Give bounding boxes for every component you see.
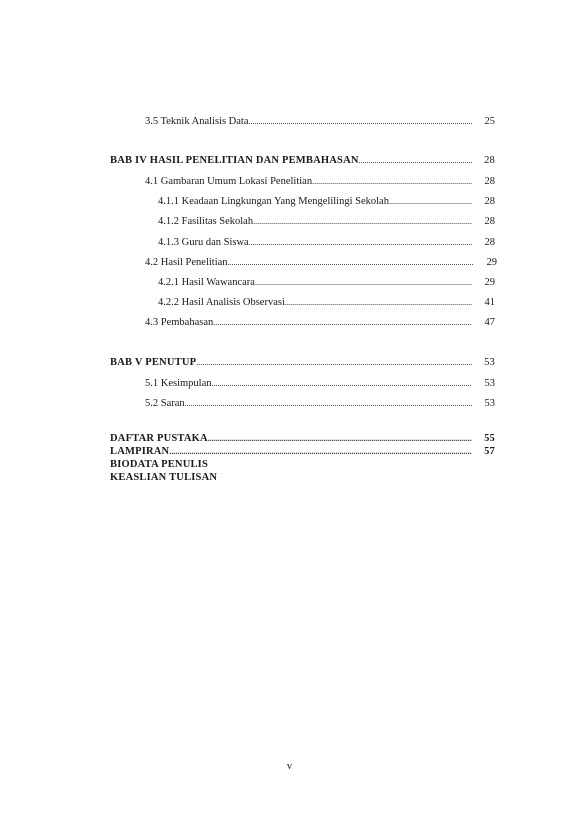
page-number: v (286, 761, 293, 772)
toc-entry-label: 4.2 Hasil Penelitian (145, 257, 228, 268)
toc-entry-label: 4.1.3 Guru dan Siswa (158, 237, 249, 248)
toc-entry-4-2-1 (158, 276, 495, 290)
toc-entry-label: 4.1.2 Fasilitas Sekolah (158, 216, 254, 227)
toc-entry-label: 4.2.1 Hasil Wawancara (158, 277, 255, 288)
toc-leader-dots (249, 236, 472, 250)
toc-entry-daftar-pustaka (110, 432, 495, 446)
toc-entry-page: 57 (484, 446, 495, 457)
toc-leader-dots (255, 276, 472, 290)
toc-leader-dots (213, 316, 472, 330)
toc-entry-label: BAB V PENUTUP (110, 357, 197, 368)
toc-leader-dots (208, 432, 472, 446)
toc-entry-page: 53 (484, 398, 495, 409)
toc-entry-page: 41 (484, 297, 495, 308)
toc-entry-4-2 (145, 256, 497, 270)
toc-leader-dots (312, 175, 472, 189)
toc-entry-4-1-2 (158, 215, 495, 229)
toc-entry-page: 53 (484, 378, 495, 389)
toc-entry-label: 4.2.2 Hasil Analisis Observasi (158, 297, 285, 308)
toc-chapter-bab-iv (110, 154, 495, 168)
toc-entry-page: 28 (484, 237, 495, 248)
toc-entry-keaslian-tulisan: KEASLIAN TULISAN (110, 472, 218, 483)
toc-entry-5-1 (145, 377, 495, 391)
toc-entry-label: LAMPIRAN (110, 446, 170, 457)
toc-leader-dots (253, 215, 472, 229)
toc-leader-dots (248, 115, 472, 129)
toc-leader-dots (169, 445, 472, 459)
toc-entry-label: 5.1 Kesimpulan (145, 378, 212, 389)
toc-entry-label: BAB IV HASIL PENELITIAN DAN PEMBAHASAN (110, 155, 359, 166)
toc-entry-page: 29 (486, 257, 497, 268)
toc-entry-page: 28 (484, 196, 495, 207)
toc-entry-label: 3.5 Teknik Analisis Data (145, 116, 249, 127)
toc-entry-label: 4.1.1 Keadaan Lingkungan Yang Mengelilingi Sekolah (158, 196, 389, 207)
toc-entry-page: 55 (484, 433, 495, 444)
toc-entry-3-5 (145, 115, 495, 129)
toc-entry-page: 53 (484, 357, 495, 368)
toc-leader-dots (359, 154, 472, 168)
toc-entry-page: 29 (484, 277, 495, 288)
toc-leader-dots (212, 377, 473, 391)
toc-leader-dots (285, 296, 472, 310)
toc-entry-label: 4.3 Pembahasan (145, 317, 214, 328)
toc-entry-page: 28 (484, 176, 495, 187)
toc-entry-label: DAFTAR PUSTAKA (110, 433, 208, 444)
toc-entry-page: 28 (484, 216, 495, 227)
toc-entry-page: 28 (484, 155, 495, 166)
toc-entry-4-1-3 (158, 236, 495, 250)
toc-leader-dots (228, 256, 474, 270)
toc-leader-dots (196, 356, 472, 370)
toc-entry-label: 5.2 Saran (145, 398, 185, 409)
toc-chapter-bab-v (110, 356, 495, 370)
toc-entry-page: 25 (484, 116, 495, 127)
toc-entry-label: 4.1 Gambaran Umum Lokasi Penelitian (145, 176, 313, 187)
toc-entry-lampiran (110, 445, 495, 459)
toc-leader-dots (389, 195, 472, 209)
toc-entry-5-2 (145, 397, 495, 411)
toc-entry-4-3 (145, 316, 495, 330)
toc-leader-dots (185, 397, 472, 411)
toc-entry-4-1 (145, 175, 495, 189)
toc-entry-page: 47 (484, 317, 495, 328)
toc-entry-4-2-2 (158, 296, 495, 310)
toc-entry-biodata-penulis: BIODATA PENULIS (110, 459, 209, 470)
toc-entry-4-1-1 (158, 195, 495, 209)
